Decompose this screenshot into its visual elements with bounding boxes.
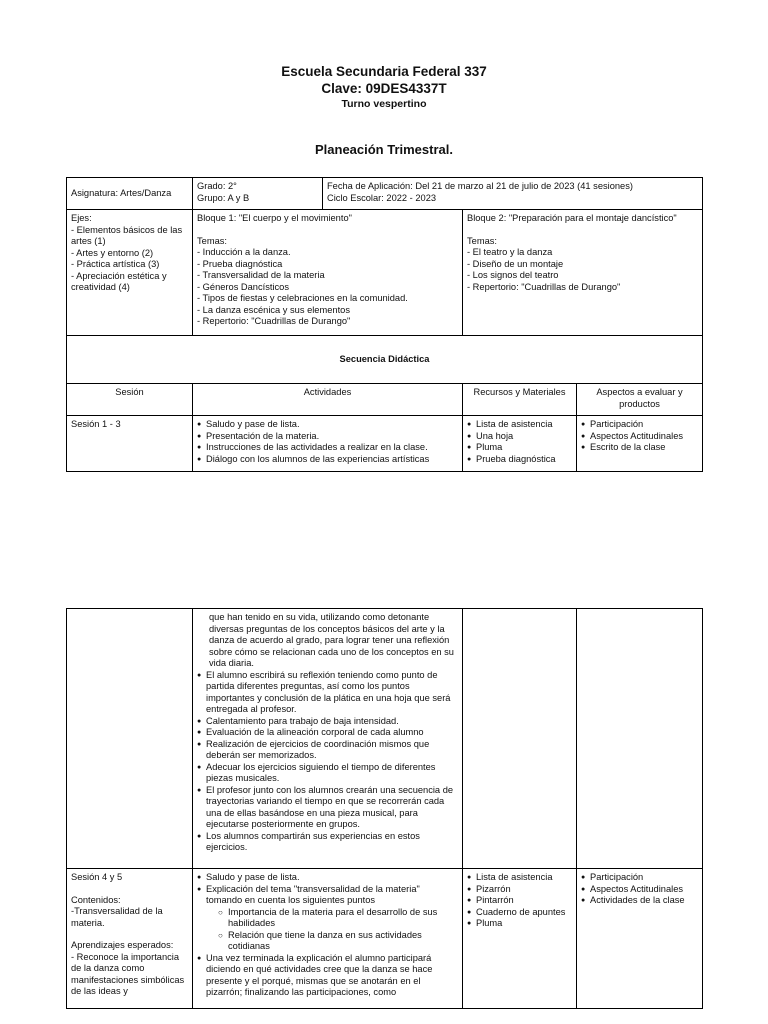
session-1-resources <box>463 416 577 472</box>
list-item: ● Pluma <box>467 442 572 454</box>
bloque-2-cell: Bloque 2: "Preparación para el montaje dancístico" Temas: - El teatro y la danza - Diseño de un montaje - Los signos del teatro - Repertorio: "Cuadrillas de Durango" <box>463 210 703 336</box>
list-item: ● Escrito de la clase <box>581 442 698 454</box>
planning-table-page-1 <box>66 177 703 472</box>
secuencia-didactica-title: Secuencia Didáctica <box>67 336 703 384</box>
session-1-activities <box>193 416 463 472</box>
list-item: ● Lista de asistencia <box>467 419 572 431</box>
session-4-resources <box>463 869 577 1009</box>
session-continued-label <box>67 609 193 869</box>
ejes-cell: Ejes: - Elementos básicos de las artes (1) - Artes y entorno (2) - Práctica artística (3) - Apreciación estética y creatividad (4) <box>67 210 193 336</box>
list-item: ● Pintarrón <box>467 895 572 907</box>
sub-list-item: ○ Importancia de la materia para el desarrollo de sus habilidades <box>218 907 458 930</box>
list-item: ● Una hoja <box>467 431 572 443</box>
session-continued-evaluation <box>577 609 703 869</box>
session-1-label: Sesión 1 - 3 <box>67 416 193 472</box>
bloque-1-cell: Bloque 1: "El cuerpo y el movimiento" Temas: - Inducción a la danza. - Prueba diagnóstica - Transversalidad de la materia - Géneros Dancísticos - Tipos de fiestas y celebraciones en la comunidad. - La danza escénica y sus elementos - Repertorio: "Cuadrillas de Durango" <box>193 210 463 336</box>
document-title: Planeación Trimestral. <box>314 142 453 157</box>
grado-grupo-cell: Grado: 2° Grupo: A y B <box>193 178 323 210</box>
list-item: ● Adecuar los ejercicios siguiendo el tiempo de diferentes piezas musicales. <box>197 762 458 785</box>
list-item: ● Actividades de la clase <box>581 895 698 907</box>
list-item: ● Realización de ejercicios de coordinación mismos que deberán ser memorizados. <box>197 739 458 762</box>
list-item: ● El profesor junto con los alumnos crearán una secuencia de trayectorias variando el tiempo en que se recorrerán cada una de ellas basándose en una pieza musical, para ejecutarse posteriormente en grupos. <box>197 785 458 831</box>
asignatura-cell: Asignatura: Artes/Danza <box>67 178 193 210</box>
list-item: ● Calentamiento para trabajo de baja intensidad. <box>197 716 458 728</box>
session-4-activities <box>193 869 463 1009</box>
session-continued-activities <box>193 609 463 869</box>
list-item: ● Lista de asistencia <box>467 872 572 884</box>
list-item: ● Evaluación de la alineación corporal de cada alumno <box>197 727 458 739</box>
list-item: ● Aspectos Actitudinales <box>581 431 698 443</box>
school-turno: Turno vespertino <box>341 98 427 110</box>
school-clave: Clave: 09DES4337T <box>321 81 447 96</box>
session-continued-resources <box>463 609 577 869</box>
planning-table-page-2 <box>66 608 703 1009</box>
list-item: ● Los alumnos compartirán sus experiencias en estos ejercicios. <box>197 831 458 854</box>
column-header-actividades: Actividades <box>193 384 463 416</box>
column-header-sesion: Sesión <box>67 384 193 416</box>
list-item: ● Presentación de la materia. <box>197 431 458 443</box>
column-header-aspectos: Aspectos a evaluar y productos <box>577 384 703 416</box>
session-4-label: Sesión 4 y 5 Contenidos: -Transversalidad de la materia. Aprendizajes esperados: - Reconoce la importancia de la danza como manifestaciones simbólicas de las ideas y <box>67 869 193 1009</box>
list-item: ● Saludo y pase de lista. <box>197 872 458 884</box>
list-item: ● El alumno escribirá su reflexión teniendo como punto de partida diferentes preguntas, así como los puntos importantes y conclusión de la plática en una hoja que será entregada al profesor. <box>197 670 458 716</box>
list-item: ● Pizarrón <box>467 884 572 896</box>
list-item: que han tenido en su vida, utilizando como detonante diversas preguntas de los conceptos básicos del arte y la danza de acuerdo al grado, para lograr tener una reflexión sobre cómo se relacionan cada uno de los conceptos en su vida diaria. <box>209 612 454 668</box>
session-1-evaluation <box>577 416 703 472</box>
list-item: ● Cuaderno de apuntes <box>467 907 572 919</box>
column-header-recursos: Recursos y Materiales <box>463 384 577 416</box>
list-item: ● Una vez terminada la explicación el alumno participará diciendo en qué actividades cree que la danza se hace presente y el porqué, mismas que se anotarán en el pizarrón; finalizando las participaciones, como <box>197 953 458 999</box>
list-item: ● Saludo y pase de lista. <box>197 419 458 431</box>
list-item: ● Participación <box>581 872 698 884</box>
list-item: ● Participación <box>581 419 698 431</box>
list-item: ● Aspectos Actitudinales <box>581 884 698 896</box>
list-item: ● Instrucciones de las actividades a realizar en la clase. <box>197 442 458 454</box>
list-item: ● Pluma <box>467 918 572 930</box>
school-name: Escuela Secundaria Federal 337 <box>281 64 487 79</box>
list-item: ● Explicación del tema "transversalidad de la materia" tomando en cuenta los siguientes puntos ○ Importancia de la materia para el desarrollo de sus habilidades ○ Relación que tiene la danza en sus actividades cotidianas <box>197 884 458 953</box>
sub-list-item: ○ Relación que tiene la danza en sus actividades cotidianas <box>218 930 458 953</box>
list-item: ● Diálogo con los alumnos de las experiencias artísticas <box>197 454 458 466</box>
session-4-evaluation <box>577 869 703 1009</box>
list-item: ● Prueba diagnóstica <box>467 454 572 466</box>
fecha-ciclo-cell: Fecha de Aplicación: Del 21 de marzo al 21 de julio de 2023 (41 sesiones) Ciclo Escolar: 2022 - 2023 <box>323 178 703 210</box>
